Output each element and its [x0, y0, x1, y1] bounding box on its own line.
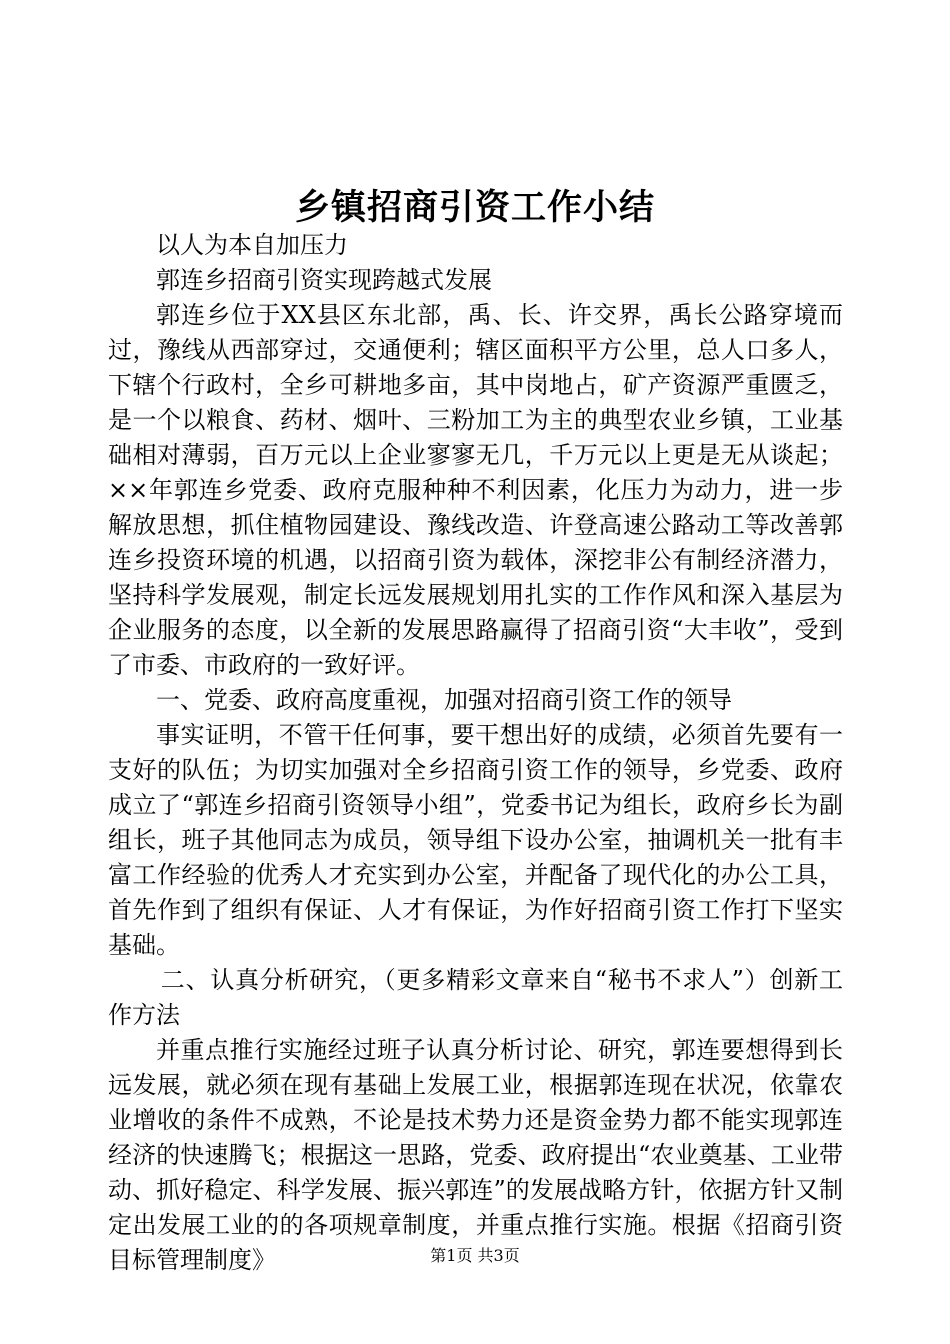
document-body — [108, 228, 843, 1278]
section-heading-2: 二、认真分析研究，（更多精彩文章来自“秘书不求人”）创新工作方法 — [108, 966, 843, 1029]
section-2-paragraph: 并重点推行实施经过班子认真分析讨论、研究，郭连要想得到长远发展，就必须在现有基础上发展工业，根据郭连现在状况，依靠农业增收的条件不成熟，不论是技术势力还是资金势力都不能实现郭连经济的快速腾飞；根据这一思路，党委、政府提出“农业奠基、工业带动、抓好稳定、科学发展、振兴郭连”的发展战略方针，依据方针又制定出发展工业的的各项规章制度，并重点推行实施。根据《招商引资目标管理制度》 — [108, 1036, 843, 1274]
document-title: 乡镇招商引资工作小结 — [294, 188, 655, 228]
intro-paragraph: 郭连乡位于XX县区东北部，禹、长、许交界，禹长公路穿境而过，豫线从西部穿过，交通便利；辖区面积平方公里，总人口多人，下辖个行政村，全乡可耕地多亩，其中岗地占，矿产资源严重匮乏，是一个以粮食、药材、烟叶、三粉加工为主的典型农业乡镇，工业基础相对薄弱，百万元以上企业寥寥无几，千万元以上更是无从谈起；××年郭连乡党委、政府克服种种不利因素，化压力为动力，进一步解放思想，抓住植物园建设、豫线改造、许登高速公路动工等改善郭连乡投资环境的机遇，以招商引资为载体，深挖非公有制经济潜力，坚持科学发展观，制定长远发展规划用扎实的工作作风和深入基层为企业服务的态度，以全新的发展思路赢得了招商引资“大丰收”，受到了市委、市政府的一致好评。 — [108, 301, 843, 679]
subtitle-line-1: 以人为本自加压力 — [156, 231, 348, 259]
subtitle-line-2: 郭连乡招商引资实现跨越式发展 — [156, 266, 492, 294]
page-number-footer: 第1页 共3页 — [430, 1246, 520, 1265]
section-1-paragraph: 事实证明，不管干任何事，要干想出好的成绩，必须首先要有一支好的队伍；为切实加强对全乡招商引资工作的领导，乡党委、政府成立了“郭连乡招商引资领导小组”，党委书记为组长，政府乡长为副组长，班子其他同志为成员，领导组下设办公室，抽调机关一批有丰富工作经验的优秀人才充实到办公室，并配备了现代化的办公工具，首先作到了组织有保证、人才有保证，为作好招商引资工作打下坚实基础。 — [108, 721, 843, 959]
section-heading-1: 一、党委、政府高度重视，加强对招商引资工作的领导 — [156, 686, 732, 714]
